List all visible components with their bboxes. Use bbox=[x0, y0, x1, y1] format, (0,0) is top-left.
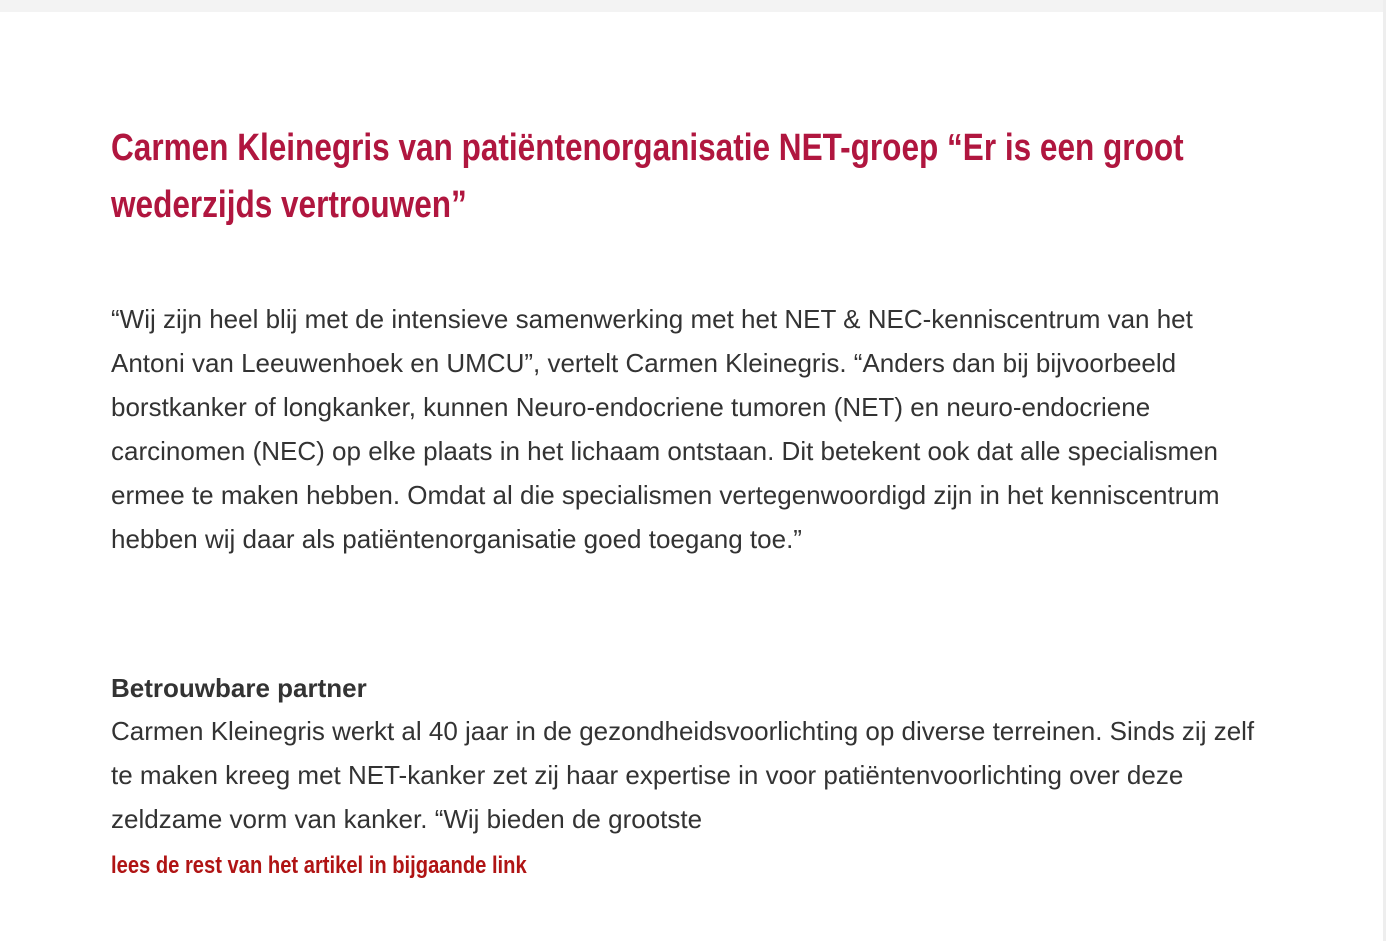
article-title: Carmen Kleinegris van patiëntenorganisatie NET-groep “Er is een groot wederzijds vertrouwen” bbox=[111, 127, 1184, 226]
article bbox=[111, 120, 1261, 879]
read-more-link[interactable]: lees de rest van het artikel in bijgaande link bbox=[111, 852, 527, 879]
article-quote: “Wij zijn heel blij met de intensieve samenwerking met het NET & NEC-kenniscentrum van het Antoni van Leeuwenhoek en UMCU”, vertelt Carmen Kleinegris. “Anders dan bij bijvoorbeeld borstkanker of longkanker, kunnen Neuro-endocriene tumoren (NET) en neuro-endocriene carcinomen (NEC) op elke plaats in het lichaam ontstaan. Dit betekent ook dat alle specialismen ermee te maken hebben. Omdat al die specialismen vertegenwoordigd zijn in het kenniscentrum hebben wij daar als patiëntenorganisatie goed toegang toe.” bbox=[111, 304, 1220, 554]
top-bar bbox=[0, 0, 1386, 12]
section-heading: Betrouwbare partner bbox=[111, 673, 367, 703]
article-paragraph: Carmen Kleinegris werkt al 40 jaar in de gezondheidsvoorlichting op diverse terreinen. Sinds zij zelf te maken kreeg met NET-kanker zet zij haar expertise in voor patiëntenvoorlichting over deze zeldzame vorm van kanker. “Wij bieden de grootste bbox=[111, 716, 1255, 834]
